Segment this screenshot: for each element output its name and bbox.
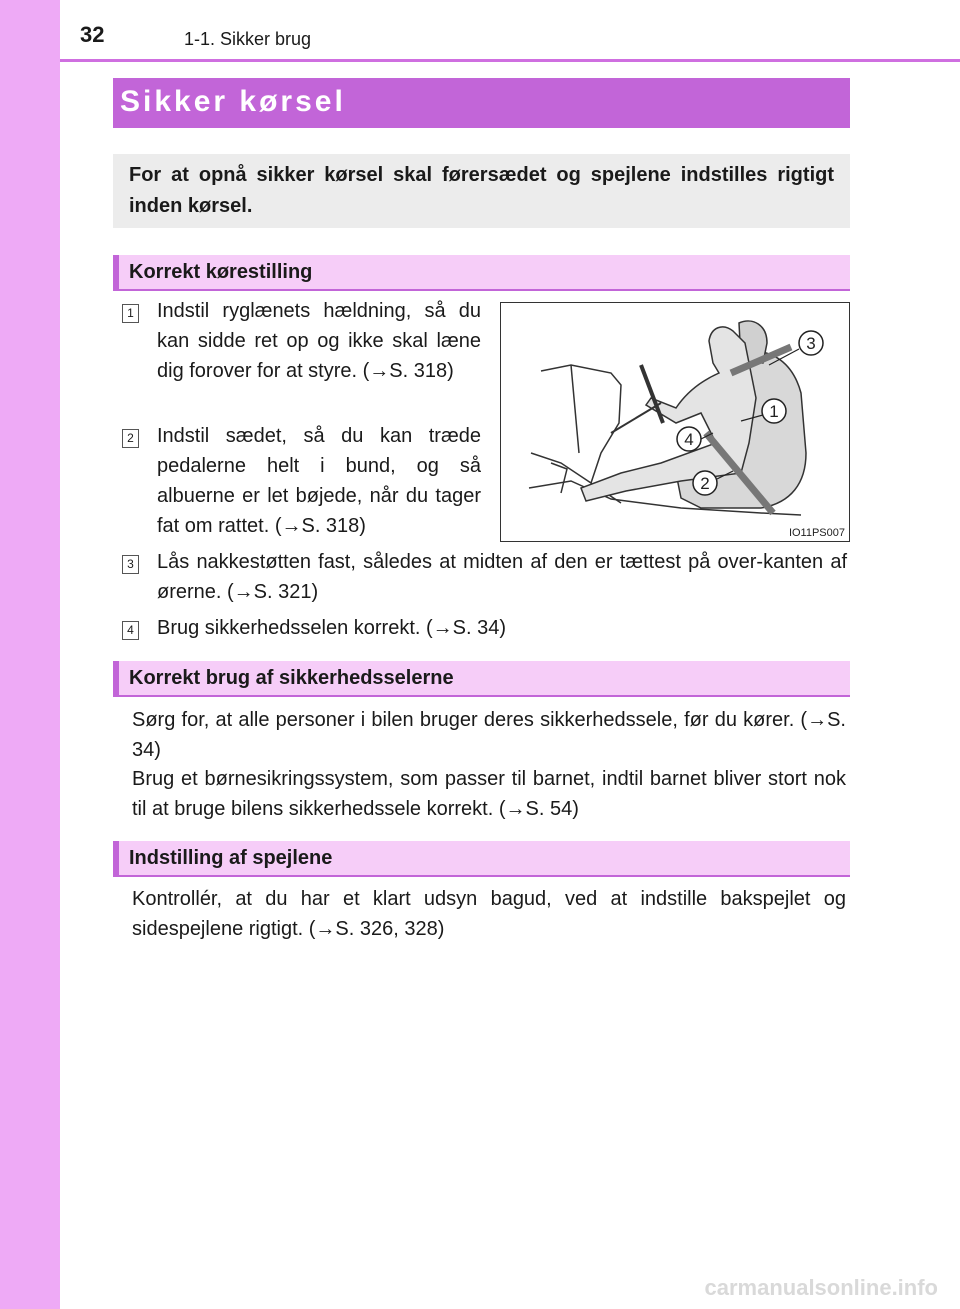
page-title: Sikker kørsel bbox=[120, 85, 346, 118]
intro-text: For at opnå sikker kørsel skal førersædet og spejlene indstilles rigtigt inden kørsel. bbox=[129, 164, 834, 217]
callout-1: 1 bbox=[769, 402, 779, 421]
seatbelt-paragraph-1: Sørg for, at alle personer i bilen bruger deres sikkerhedssele, før du kører. (→S. 34) bbox=[132, 709, 846, 761]
mirrors-paragraph: Kontrollér, at du har et klart udsyn bagud, ved at indstille bakspejlet og sidespejlene rigtigt. (→S. 326, 328) bbox=[132, 888, 846, 940]
list-item-seat: Indstil sædet, så du kan træde pedalerne helt i bund, og så albuerne er let bøjede, når du tager fat om rattet. (→S. 318) bbox=[157, 425, 481, 537]
callout-4: 4 bbox=[684, 430, 694, 449]
seatbelt-paragraph-2: Brug et børnesikringssystem, som passer til barnet, indtil barnet bliver stort nok til at bruge bilens sikkerhedssele korrekt. (→S. 54) bbox=[132, 768, 846, 820]
driver-seat-drawing bbox=[501, 303, 849, 541]
chapter-title: 1-1. Sikker brug bbox=[184, 29, 312, 49]
section-heading-seatbelts bbox=[113, 661, 850, 697]
section-heading-label: Korrekt brug af sikkerhedsselerne bbox=[129, 667, 454, 689]
page-title-bar bbox=[113, 78, 850, 128]
section-heading-label: Korrekt kørestilling bbox=[129, 261, 313, 283]
side-margin-strip bbox=[0, 0, 60, 1309]
item-number-badge: 3 bbox=[122, 555, 139, 574]
watermark: carmanualsonline.info bbox=[704, 1275, 938, 1300]
header-divider bbox=[60, 59, 960, 62]
item-number-badge: 4 bbox=[122, 621, 139, 640]
page-number: 32 bbox=[80, 22, 105, 47]
section-heading-driving-position bbox=[113, 255, 850, 291]
section-heading-label: Indstilling af spejlene bbox=[129, 847, 333, 869]
item-number-badge: 2 bbox=[122, 429, 139, 448]
callout-3: 3 bbox=[806, 334, 816, 353]
callout-2: 2 bbox=[700, 474, 710, 493]
intro-box bbox=[113, 154, 850, 228]
driving-position-illustration bbox=[500, 302, 850, 542]
list-item-seatbelt: Brug sikkerhedsselen korrekt. (→S. 34) bbox=[157, 617, 507, 639]
section-heading-mirrors bbox=[113, 841, 850, 877]
item-number-badge: 1 bbox=[122, 304, 139, 323]
list-item-seatback: Indstil ryglænets hældning, så du kan sidde ret op og ikke skal læne dig forover for at styre. (→S. 318) bbox=[157, 300, 481, 382]
illustration-code: IO11PS007 bbox=[788, 527, 845, 539]
list-item-headrest: Lås nakkestøtten fast, således at midten af den er tættest på over-kanten af ørerne. (→S. 321) bbox=[157, 551, 847, 603]
